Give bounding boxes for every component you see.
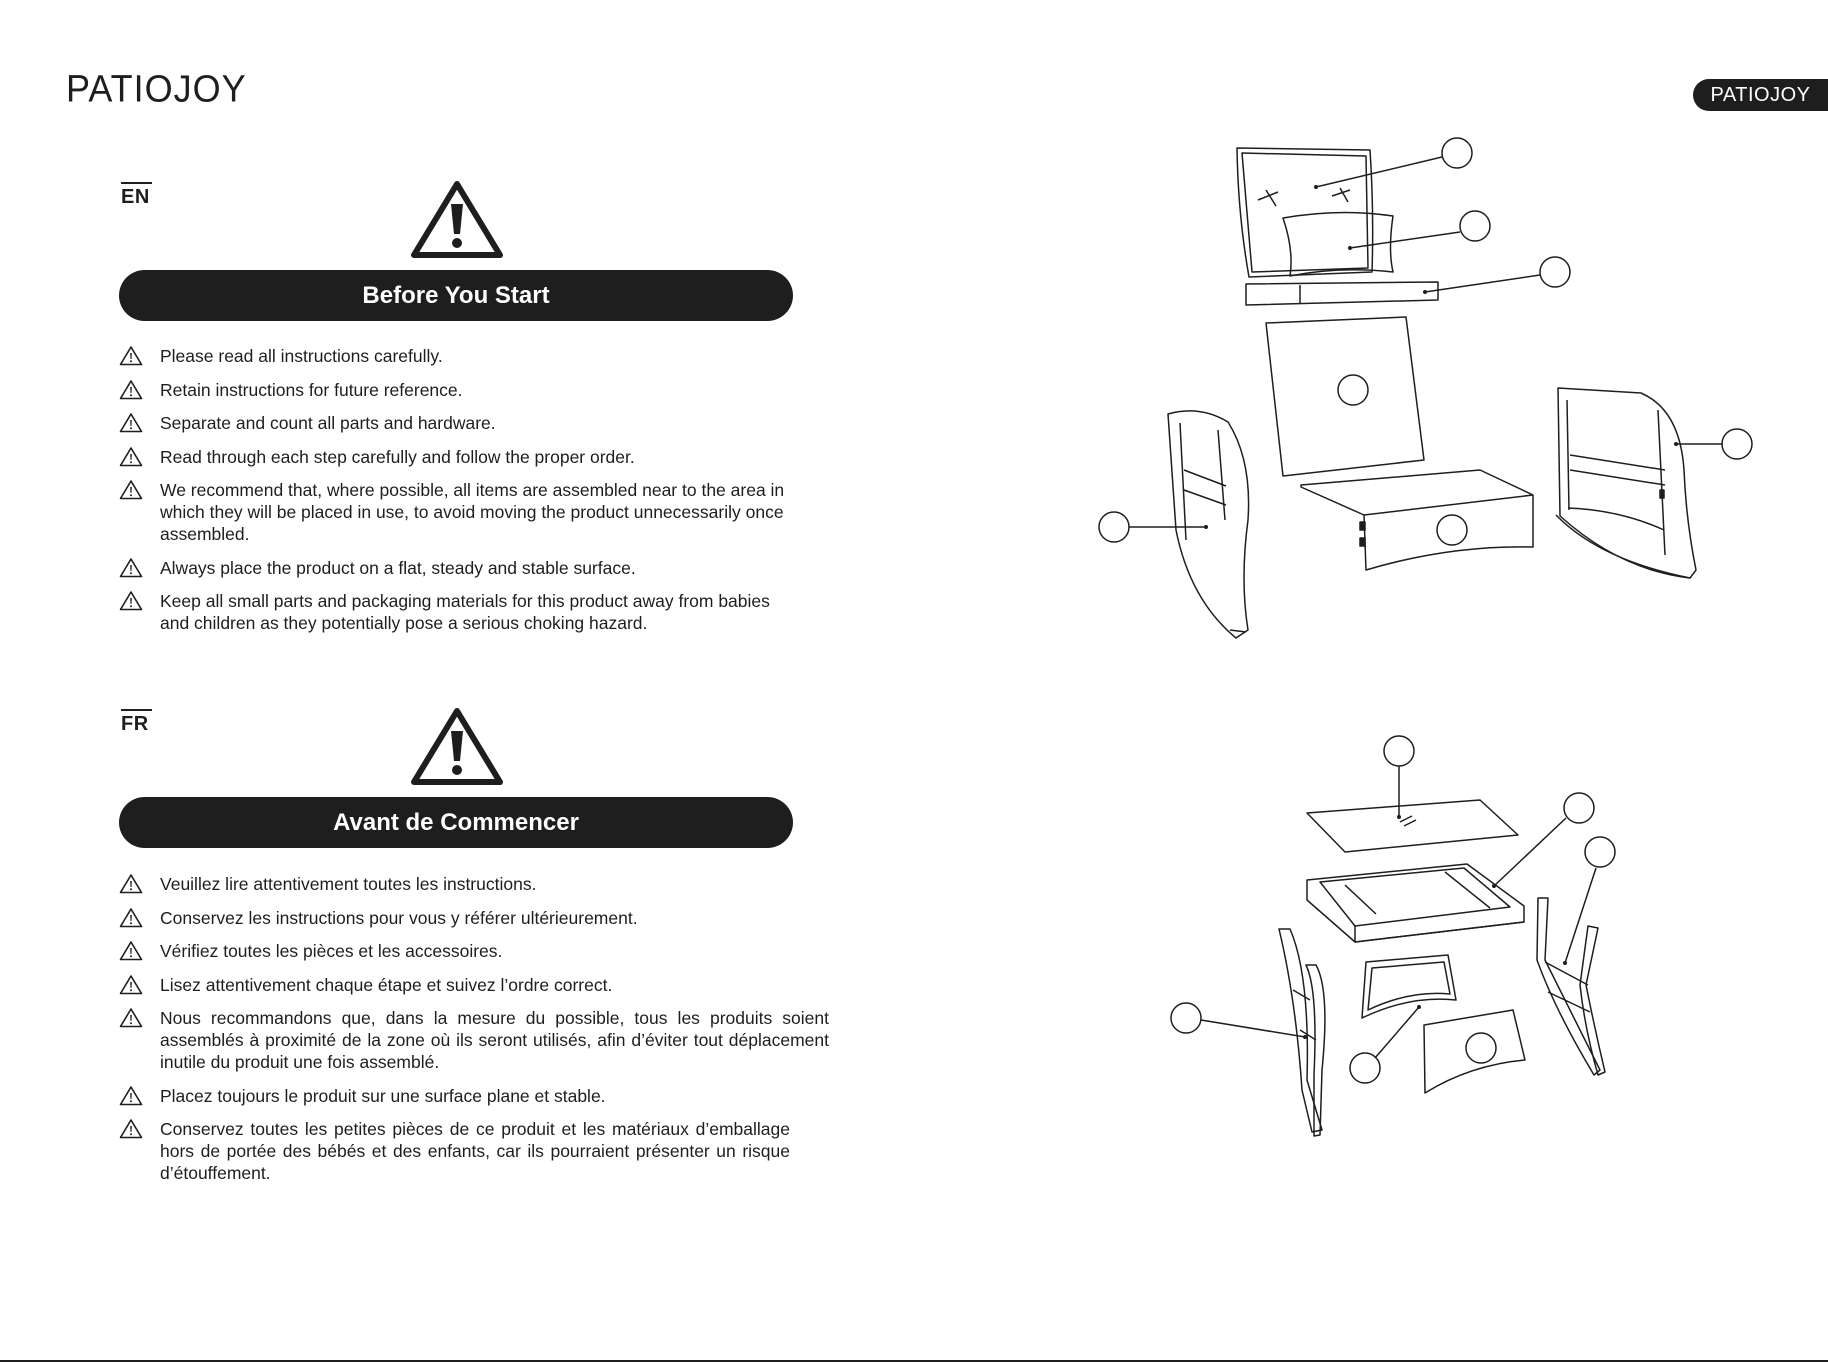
- list-item-text: Read through each step carefully and follow the proper order.: [160, 446, 635, 467]
- list-item-text: Please read all instructions carefully.: [160, 346, 443, 366]
- list-item-text: Separate and count all parts and hardware.: [160, 413, 496, 433]
- list-item-text: Nous recommandons que, dans la mesure du possible, tous les produits soient assemblés à proximité de la zone où ils seront utilisés, afin d’éviter tout déplacement inutile du produit une fois assemblé.: [160, 1008, 829, 1072]
- callout-circle: [1466, 1033, 1496, 1063]
- callout-circle: [1585, 837, 1615, 867]
- callout-circle: [1564, 793, 1594, 823]
- list-item-text: Always place the product on a flat, steady and stable surface.: [160, 557, 636, 578]
- list-item-text: Vérifiez toutes les pièces et les accessoires.: [160, 941, 503, 961]
- list-item-text: Veuillez lire attentivement toutes les instructions.: [160, 874, 537, 894]
- list-item-text: Retain instructions for future reference.: [160, 379, 463, 400]
- list-item-text: Lisez attentivement chaque étape et suivez l’ordre correct.: [160, 974, 613, 995]
- lang-label-en: EN: [121, 186, 150, 208]
- brand-badge: PATIOJOY: [1693, 79, 1828, 111]
- callout-circle: [1384, 736, 1414, 766]
- callout-circle: [1171, 1003, 1201, 1033]
- side-apron-part: [1424, 1010, 1525, 1093]
- list-item-text: Conservez les instructions pour vous y référer ultérieurement.: [160, 907, 638, 928]
- banner-avant-de-commencer: Avant de Commencer: [119, 797, 793, 848]
- brand-logo: PATIOJOY: [66, 66, 247, 110]
- lang-label-fr: FR: [121, 713, 149, 735]
- banner-before-you-start: Before You Start: [119, 270, 793, 321]
- table-frame-part: [1307, 864, 1524, 942]
- list-item-text: We recommend that, where possible, all items are assembled near to the area in which they will be placed in use, to avoid moving the product unnecessarily once assembled.: [160, 480, 785, 544]
- list-item-text: Conservez toutes les petites pièces de ce produit et les matériaux d’emballage hors de portée des bébés et des enfants, car ils pourraient présenter un risque d’étouffement.: [160, 1119, 790, 1183]
- list-item-text: Placez toujours le produit sur une surface plane et stable.: [160, 1085, 606, 1106]
- list-item-text: Keep all small parts and packaging materials for this product away from babies and children as they potentially pose a serious choking hazard.: [160, 591, 770, 633]
- callout-circle: [1350, 1053, 1380, 1083]
- glass-top-part: [1307, 800, 1518, 852]
